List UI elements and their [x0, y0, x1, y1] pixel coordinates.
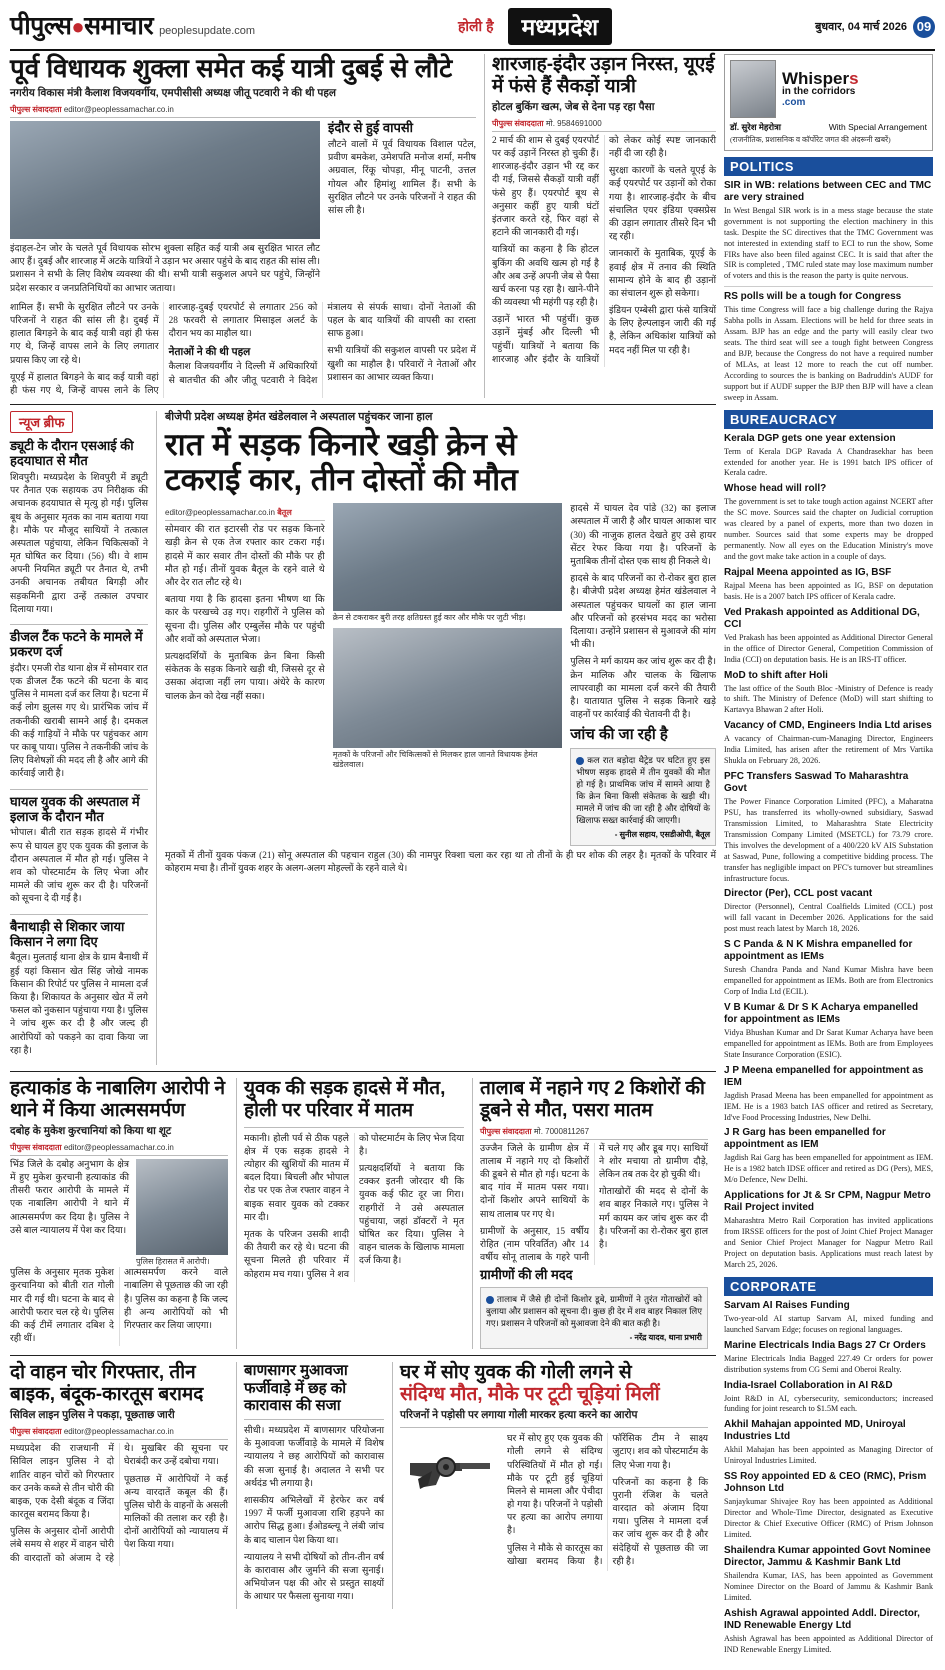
- sharjah-byline: [492, 118, 716, 132]
- rail-item-head: Kerala DGP gets one year extension: [724, 432, 896, 444]
- rail-item-body: Suresh Chandra Panda and Nand Kumar Mishra have been empanelled for appointment as IEMs. Both are from Electronics Corp of India Ltd (ECIL).: [724, 965, 933, 997]
- columnist-portrait: [730, 60, 776, 118]
- brief-item: [10, 920, 148, 1058]
- rail-item-body: A vacancy of Chairman-cum-Managing Director, Engineers India Limited, has arisen after the retirement of Mrs Vartika Shukla on February 28, 2026.: [724, 734, 933, 766]
- rail-item: [724, 433, 933, 480]
- main-story-c1: हादसे में घायल देव पांडे (32) का इलाज अस्पताल में जारी है और घायल आकाश चार (30) की नाजुक हालत देखते हुए उसे हायर सेंटर रेफर किया गया है। परिजनों के मुताबिक तीनों दोस्त एक साथ ही निकले थे।: [570, 504, 717, 568]
- masthead-center: [255, 8, 815, 45]
- main-story-p2: बताया गया है कि हादसा इतना भीषण था कि कार के परखच्चे उड़ गए। राहगीरों ने पुलिस को सूचना दी। पुलिस और एम्बुलेंस मौके पर पहुंची और शवों को अस्पताल भेजा।: [165, 595, 325, 645]
- crane-accident-photo: [333, 503, 563, 611]
- editorial-zone: [10, 54, 716, 1660]
- rail-item-body: This time Congress will face a big challenge during the Rajya Sabha polls in Assam. Elections will be held for three seats in Assam. BJP has an edge and the party will easily clear two seats. The third seat will see a tough fight between Congress and BJP, because the Congress do not have a required number of MLAs, at least 12 more to reach the cut off number. According to sources the is banking on Badruddin's AUDF for support but if AUDF supper the BJP then BJP will have a clean sweep in Assam.: [724, 305, 933, 402]
- lead-p2: लौटने वालों में पूर्व विधायक विशाल पटेल, प्रवीण बमकेश, उमेशपति मनोज शर्मा, मनीष अग्रवाल, रिंकू चोपड़ा, मीनू पाटनी, उत्तल गोयल और हिमांशु शामिल हैं। सभी के सुरक्षित लौटने पर उनके परिजनों ने राहत की सांस ली है।: [328, 139, 476, 216]
- surrender-byline: [10, 1142, 228, 1156]
- road-accident-p2: मृतक के परिजन उसकी शादी की तैयारी कर रहे थे। घटना की सूचना मिलते ही परिवार में कोहराम मच गया। पुलिस ने शव को पोस्टमार्टम के लिए भेज दिया है।: [244, 1133, 464, 1280]
- investigation-quote: [570, 748, 716, 846]
- columnist-name: डॉ. सुरेश मेहरोत्रा: [730, 122, 782, 132]
- shooting-story: [392, 1362, 708, 1608]
- byline-author: पीपुल्स संवाददाता: [492, 118, 544, 128]
- investigation-head: जांच की जा रही है: [570, 726, 668, 744]
- rail-item-head: J P Meena empanelled for appointment as IEM: [724, 1064, 924, 1088]
- holi-greeting: होली है: [458, 18, 494, 34]
- pond-p1: उज्जैन जिले के ग्रामीण क्षेत्र में तालाब में नहाने गए दो किशोरों की डूबने से मौत हो गई। घटना के बाद गांव में मातम पसर गया। दोनों किशोर अपने साथियों के साथ तालाब पर गए थे।: [480, 1143, 589, 1220]
- hospital-visit-caption: मृतकों के परिजनों और चिकित्सकों से मिलकर हाल जानते विधायक हेमंत खंडेलवाल।: [332, 749, 538, 770]
- rail-item-body: Ved Prakash has been appointed as Additional Director General in the office of Director General, Competition Commission of India (CCI) on deputation basis. He is an IRS-IT officer.: [724, 632, 933, 664]
- rail-item: [724, 180, 933, 282]
- shooting-subhead: परिजनों ने पड़ोसी पर लगाया गोली मारकर हत्या करने का आरोप: [400, 1409, 638, 1422]
- byline-author: पीपुल्स संवाददाता: [10, 105, 62, 115]
- section-corporate: CORPORATE: [724, 1277, 933, 1296]
- lead-byline: [10, 104, 476, 118]
- sharjah-p6: इंडियन एम्बेसी द्वारा फंसे यात्रियों के लिए हेल्पलाइन जारी की गई है, लेकिन अधिकांश यात्रियों को मदद नहीं मिल पा रही है।: [609, 306, 716, 356]
- news-brief-tag: न्यूज ब्रीफ: [10, 411, 73, 433]
- brief-head: घायल युवक की अस्पताल में इलाज के दौरान मौत: [10, 793, 140, 824]
- rail-item-head: RS polls will be a tough for Congress: [724, 291, 902, 303]
- edition-name: मध्यप्रदेश: [508, 8, 613, 45]
- rail-item-body: The government is set to take tough action against NCERT after the SC move. Sources said the chapter on Judicial corruption was cleared by a panel of experts, more than two dozen in number. Sources said that some experts may be dropped permanently. Now all eyes on the Education Ministry's move and the govt make take action in a couple of days.: [724, 497, 933, 561]
- quote-bullet-icon: [486, 1296, 494, 1304]
- village-help-author: - नरेंद्र यादव, थाना प्रभारी: [629, 1333, 702, 1343]
- shooting-p2: पुलिस ने मौके से कारतूस का खोखा बरामद किया है। फॉरेंसिक टीम ने साक्ष्य जुटाए। शव को पोस्टमार्टम के लिए भेजा गया है।: [507, 1434, 708, 1567]
- masthead-right: [815, 16, 935, 38]
- surrender-story: [10, 1078, 228, 1349]
- rail-item-head: SIR in WB: relations between CEC and TMC are very strained: [724, 179, 932, 203]
- whispers-title-a: Whisper: [782, 69, 850, 89]
- website-url: peoplesupdate.com: [159, 25, 256, 37]
- rail-item-body: Jagdish Prasad Meena has been empanelled for appointment as IEM. He is a 1983 batch IAS officer and retired as Secretary, Id've Food Processing Industries, New Delhi.: [724, 1090, 933, 1122]
- rail-item-body: Marine Electricals India Bagged 227.49 Cr orders for power distribution systems from CG Semi and Oberoi Realty.: [724, 1353, 933, 1374]
- village-help-quote: [480, 1287, 708, 1349]
- surrender-headline: हत्याकांड के नाबालिग आरोपी ने थाने में किया आत्मसमर्पण: [10, 1077, 226, 1121]
- brief-body: इंदौर। एमजी रोड थाना क्षेत्र में सोमवार रात एक डीजल टैंक फटने की घटना के बाद पुलिस ने मामला दर्ज कर लिया है। घटना में कई लोग झुलस गए थे। प्रारंभिक जांच में तकनीकी खराबी सामने आई है। दमकल की कई गाड़ियों ने मौके पर पहुंचकर आग पर काबू पाया। पुलिस ने तकनीकी जांच के लिए विशेषज्ञों की मदद ली है और आगे की कार्रवाई जारी है।: [10, 663, 148, 780]
- brief-item: [10, 439, 148, 617]
- whispers-header: [730, 60, 927, 118]
- rail-item-body: Rajpal Meena has been appointed as IG, BSF on deputation basis. He is a 2007 batch IPS officer of Kerala cadre.: [724, 580, 933, 601]
- byline-author: पीपुल्स संवाददाता: [480, 1126, 532, 1136]
- rail-item-head: Marine Electricals India Bags 27 Cr Orders: [724, 1339, 926, 1351]
- rail-item: [724, 1545, 933, 1604]
- main-story-headline-line2: टकराई कार, तीन दोस्तों की मौत: [165, 461, 518, 497]
- brief-body: शिवपुरी। मध्यप्रदेश के शिवपुरी में ड्यूटी पर तैनात एक सहायक उप निरीक्षक की अचानक हदयाघात से मृत्यु हो गई। पुलिस बूथ के अनुसार मृतक का नाम बताया गया है। मौके पर मौजूद साथियों ने तत्काल अस्पताल पहुंचाया, लेकिन चिकित्सकों ने मृत घोषित कर दिया। (56) थी। वे शाम अपनी नियमित ड्यूटी पर तैनात थे, तभी उनकी अचानक तबीयत बिगड़ी और सड़कमिनी द्वारा उन्हें तत्काल उपचार दिलाया गया।: [10, 472, 148, 615]
- surrender-p1: भिंड जिले के दबोह अनुभाग के क्षेत्र में हुए मुकेश कुरचानी हत्याकांड की तीसरी फरार आरोपी के मामले में एक नाबालिग आरोपी ने थाने में आत्मसमर्पण कर दिया है। पुलिस ने उसे बाल न्यायालय में पेश कर दिया।: [10, 1159, 129, 1236]
- news-brief-column: [10, 411, 148, 1065]
- rail-item-body: Joint R&D in AI, cybersecurity, semiconductors; increased funding for joint research to $1.5M each.: [724, 1393, 933, 1414]
- logo-main: पीपुल्स: [10, 12, 72, 40]
- rail-item-head: Applications for Jt & Sr CPM, Nagpur Metro Rail Project invited: [724, 1190, 931, 1214]
- main-story-p3: प्रत्यक्षदर्शियों के मुताबिक क्रेन बिना किसी संकेतक के सड़क किनारे खड़ी थी, जिससे दूर से उसका अंदाजा नहीं लग पाया। अंधेरे के कारण चालक क्रेन को देख नहीं सका।: [165, 651, 325, 702]
- road-accident-headline: युवक की सड़क हादसे में मौत, होली पर परिवार में मातम: [244, 1077, 446, 1121]
- sharjah-p4: सुरक्षा कारणों के चलते यूएई के कई एयरपोर्ट पर उड़ानों को रोका गया है। शारजाह-इंदौर के बीच संचालित एयर इंडिया एक्सप्रेस की उड़ान लगातार तीसरे दिन भी रद्द रही।: [609, 166, 716, 243]
- rail-item: [724, 567, 933, 603]
- rail-item-head: Sarvam AI Raises Funding: [724, 1299, 850, 1311]
- main-story-c2: हादसे के बाद परिजनों का रो-रोकर बुरा हाल है। बीजेपी प्रदेश अध्यक्ष हेमंत खंडेलवाल ने अस्पताल पहुंचकर घायलों का हाल जाना और परिजनों को हरसंभव मदद का भरोसा दिलाया। उन्होंने प्रशासन से मुआवजे की मांग भी की।: [570, 574, 717, 651]
- rail-item: [724, 291, 933, 403]
- rail-item: [724, 1190, 933, 1271]
- byline-place: बैतूल: [277, 508, 292, 518]
- rail-item-body: Maharashtra Metro Rail Corporation has invited applications from IRSSE officers for the post of Joint Chief Project Manager and Senior Chief Project Manager for Nagpur Metro Rail Project on deputation basis. Applications must reach latest by March 25, 2026.: [724, 1216, 933, 1269]
- rail-item-head: SS Roy appointed ED & CEO (RMC), Prism Johnson Ltd: [724, 1471, 927, 1495]
- rail-item: [724, 483, 933, 563]
- lead-subsection-head: नेताओं ने की थी पहल: [168, 346, 251, 359]
- pond-byline: [480, 1126, 708, 1140]
- rail-item-body: Akhil Mahajan has been appointed as Managing Director of Uniroyal Industries Limited.: [724, 1445, 933, 1466]
- rail-item-head: Director (Per), CCL post vacant: [724, 888, 873, 900]
- pond-drowning-story: [472, 1078, 708, 1349]
- lead-p4: यूएई में हालात बिगड़ने के बाद कई यात्री वहां ही फंस गए थे, जिन्हें वापस लाने के लिए शारजाह-दुबई एयरपोर्ट से लगातार 256 को 28 फरवरी से लगातार मिसाइल अलर्ट के दौरान भय का माहौल था।: [10, 302, 318, 396]
- main-story-c3: पुलिस ने मर्ग कायम कर जांच शुरू कर दी है। क्रेन मालिक और चालक के खिलाफ लापरवाही का मामला दर्ज करने की तैयारी है। यातायात पुलिस ने सड़क किनारे खड़े वाहनों पर कार्रवाई की चेतावनी दी है।: [570, 657, 717, 721]
- rail-item-body: Two-year-old AI startup Sarvam AI, mixed funding and launched Sarvam Edge; focuses on regional languages.: [724, 1313, 933, 1334]
- surrender-caption: पुलिस हिरासत में आरोपी।: [136, 1256, 210, 1266]
- rail-item: [724, 1608, 933, 1656]
- lead-story: [10, 54, 476, 398]
- rail-item: [724, 939, 933, 998]
- rail-item-head: Whose head will roll?: [724, 483, 827, 495]
- pond-p3: गोताखोरों की मदद से दोनों के शव बाहर निकाले गए। पुलिस ने मर्ग कायम कर जांच शुरू कर दी है। परिजनों का रो-रोकर बुरा हाल है।: [599, 1187, 708, 1250]
- bansagar-p1: सीधी। मध्यप्रदेश में बाणसागर परियोजना के मुआवजा फर्जीवाड़े के मामले में विशेष न्यायालय ने छह आरोपियों को कारावास की सजा सुनाई है। अदालत ने सभी पर अर्थदंड भी लगाया है।: [244, 1426, 384, 1489]
- theft-subhead: सिविल लाइन पुलिस ने पकड़ा, पूछताछ जारी: [10, 1409, 175, 1422]
- investigation-quote-author: - सुनील सहाय, एसडीओपी, बैतूल: [614, 829, 711, 839]
- bansagar-p3: न्यायालय ने सभी दोषियों को तीन-तीन वर्ष के कारावास और जुर्माने की सजा सुनाई। अभियोजन पक्ष की ओर से प्रस्तुत साक्ष्यों के आधार पर फैसला सुनाया गया।: [244, 1552, 384, 1603]
- pond-p2: ग्रामीणों के अनुसार, 15 वर्षीय रोहित (नाम परिवर्तित) और 14 वर्षीय सोनू तालाब के गहरे पानी में चले गए और डूब गए। साथियों ने शोर मचाया तो ग्रामीण दौड़े, लेकिन तब तक देर हो चुकी थी।: [480, 1143, 708, 1264]
- byline-email: editor@peoplessamachar.co.in: [63, 1427, 174, 1437]
- page-number: 09: [913, 16, 935, 38]
- special-arrangement: With Special Arrangement: [828, 122, 927, 132]
- logo-second: समाचार: [84, 12, 154, 40]
- theft-p3: पूछताछ में आरोपियों ने कई अन्य वारदातें कबूल की हैं। पुलिस चोरी के वाहनों के असली मालिकों की तलाश कर रही है। दोनों आरोपियों को न्यायालय में पेश किया गया।: [124, 1474, 228, 1551]
- bansagar-story: [236, 1362, 384, 1608]
- rail-item: [724, 720, 933, 767]
- main-story-victims: मृतकों में तीनों युवक पंकज (21) सोनू अस्पताल की पहचान राहुल (30) की नामपुर रिक्शा चला कर रहा था तो तीनों के ही घर शोक की लहर है। मृतकों के परिवार में कोहराम मचा है। तीनों युवक शहर के अलग-अलग मोहल्लों के रहने वाले थे।: [165, 850, 716, 874]
- rail-item-body: Director (Personnel), Central Coalfields Limited (CCL) post will fall vacant in December 2026. Applications for the said post must reach latest by March 18, 2026.: [724, 902, 933, 934]
- rail-item: [724, 670, 933, 717]
- brief-item: [10, 630, 148, 782]
- section-bureaucracy: BUREAUCRACY: [724, 410, 933, 429]
- rail-item-head: Shailendra Kumar appointed Govt Nominee Director, Jammu & Kashmir Bank Ltd: [724, 1544, 931, 1568]
- bansagar-headline: बाणसागर मुआवजा फर्जीवाड़े में छह को कारावास की सजा: [244, 1362, 348, 1414]
- quote-bullet-icon: [576, 757, 584, 765]
- rail-item: [724, 1340, 933, 1376]
- sharjah-story: [484, 54, 716, 398]
- surrender-subhead: दबोह के मुकेश कुरचानियां को किया था शूट: [10, 1124, 172, 1137]
- publication-logo: [10, 14, 153, 39]
- rail-item: [724, 1471, 933, 1541]
- rail-item-body: Vidya Bhushan Kumar and Dr Sarat Kumar Acharya have been empanelled for appointment as IEMs. Both are from Employees State Insurance Corporation (ESIC).: [724, 1027, 933, 1059]
- brief-body: भोपाल। बीती रात सड़क हादसे में गंभीर रूप से घायल हुए एक युवक की इलाज के दौरान अस्पताल में मौत हो गई। पुलिस ने शव को पोस्टमार्टम के लिए भेजा और मामले की जांच शुरू कर दी है। परिजनों को सूचना दे दी गई है।: [10, 828, 148, 905]
- crane-accident-caption: क्रेन से टकराकर बुरी तरह क्षतिग्रस्त हुई कार और मौके पर जुटी भीड़।: [332, 613, 526, 623]
- main-story-p1: सोमवार की रात इटारसी रोड पर सड़क किनारे खड़ी क्रेन से एक तेज रफ्तार कार टकरा गई। हादसे में कार सवार तीन दोस्तों की मौके पर ही मौत हो गई। तीनों युवक बैतूल के रहने वाले थे और देर रात लौट रहे थे।: [165, 525, 325, 589]
- lead-p3: शामिल हैं। सभी के सुरक्षित लौटने पर उनके परिजनों ने राहत की सांस ली है। दुबई में हालात बिगड़ने के बाद कई यात्री वहां ही फंस गए थे, जिन्हें वापस लाने के लिए लगातार प्रयास किए जा रहे थे।: [10, 302, 159, 366]
- main-story: [156, 411, 716, 1065]
- masthead-left: [10, 14, 255, 39]
- byline-phone: मो. 9584691000: [545, 118, 602, 128]
- section-politics: POLITICS: [724, 157, 933, 176]
- surrender-p2: पुलिस के अनुसार मृतक मुकेश कुरचानिया को बीती रात गोली मार दी गई थी। घटना के बाद से आरोपी फरार चल रहे थे। पुलिस की कई टीमें लगातार दबिश दे रही थीं।: [10, 1268, 114, 1345]
- rail-item-body: The Power Finance Corporation Limited (PFC), a Maharatna PSU, has transferred its wholly-owned subsidiary, Saswad Transmission Limited, to Maharashtra State Electricity Transmission Company Limited (MSETCL) for 73.79 crore. This involves the development of a 400/220 kV AIS Substation at Saswad, Pune, following a competitive bidding process. The transfer has negligible impact on PFC's turnover but streamlines infrastructure focus.: [724, 797, 933, 883]
- rail-item-body: Jagdish Rai Garg has been empanelled for appointment as IEM. He is a 1982 batch IDSE officer and retired as DG (Pers), MES, M/o Defence, New Delhi.: [724, 1153, 933, 1185]
- shooting-headline-line2: संदिग्ध मौत, मौके पर टूटी चूड़ियां मिलीं: [400, 1384, 660, 1406]
- rail-item-head: Akhil Mahajan appointed MD, Uniroyal Industries Ltd: [724, 1419, 906, 1443]
- main-story-kicker: बीजेपी प्रदेश अध्यक्ष हेमंत खंडेलवाल ने अस्पताल पहुंचकर जाना हाल: [165, 411, 433, 424]
- brief-item: [10, 795, 148, 907]
- pond-headline: तालाब में नहाने गए 2 किशोरों की डूबने से मौत, पसरा मातम: [480, 1077, 705, 1121]
- byline-email: editor@peoplessamachar.co.in: [63, 105, 174, 115]
- rail-item-head: S C Panda & N K Mishra empanelled for appointment as IEMs: [724, 939, 913, 963]
- rail-item-body: Sanjaykumar Shivajee Roy has been appointed as Additional Director and Whole-Time Director, designated as Executive Director & Chief Executive Officer (RMC) of Prism Johnson Limited.: [724, 1497, 933, 1539]
- whispers-title-s: s: [849, 69, 859, 89]
- rail-item: [724, 1300, 933, 1336]
- bansagar-p2: शासकीय अभिलेखों में हेरफेर कर वर्ष 1997 में फर्जी मुआवजा राशि हड़पने का आरोप सिद्ध हुआ। ईओडब्ल्यू ने लंबी जांच के बाद चालान पेश किया था।: [244, 1496, 384, 1546]
- rail-item-head: Vacancy of CMD, Engineers India Ltd arises: [724, 720, 932, 732]
- sharjah-subhead: होटल बुकिंग खत्म, जेब से देना पड़ रहा पैसा: [492, 100, 655, 113]
- theft-headline: दो वाहन चोर गिरफ्तार, तीन बाइक, बंदूक-कारतूस बरामद: [10, 1362, 204, 1406]
- news-brief-tag-wrap: [10, 411, 148, 433]
- lead-p7: सभी यात्रियों की सकुशल वापसी पर प्रदेश में खुशी का माहौल है। परिवारों ने नेताओं और प्रशासन का आभार व्यक्त किया।: [327, 346, 476, 383]
- brief-head: ड्यूटी के दौरान एसआई की हदयाघात से मौत: [10, 438, 134, 469]
- lead-headline: पूर्व विधायक शुक्ला समेत कई यात्री दुबई से लौटे: [10, 53, 453, 83]
- rail-item-head: India-Israel Collaboration in AI R&D: [724, 1379, 893, 1391]
- lead-p1: इंदाहल-टेन जोर के चलते पूर्व विधायक सोरभ शुक्ला सहित कई यात्री अब सुरक्षित भारत लौट आए हैं। दुबई और शारजाह में अटके यात्रियों ने उड़ान भर असार पहुंचे के बाद राहत की सांस ली। प्रशासन ने सभी के लिए विशेष व्यवस्था की थी। सभी यात्री सकुशल अपने घर पहुंचे, जिन्होंने प्रदेश सरकार व जनप्रतिनिधियों का आभार जताया।: [10, 244, 320, 294]
- lead-box-head: इंदौर से हुई वापसी: [328, 120, 414, 136]
- quote-body: तालाब में जैसे ही दोनों किशोर डूबे, ग्रामीणों ने तुरंत गोताखोरों को बुलाया और प्रशासन को सूचना दी। कुछ ही देर में शव बाहर निकाल लिए गए। प्रशासन ने परिजनों को मुआवजा देने की बात कही है।: [486, 1294, 702, 1329]
- theft-byline: [10, 1426, 228, 1440]
- rail-item: [724, 1065, 933, 1124]
- theft-p2: पुलिस के अनुसार दोनों आरोपी लंबे समय से शहर में वाहन चोरी की वारदातों को अंजाम दे रहे थे। मुखबिर की सूचना पर घेराबंदी कर उन्हें दबोचा गया।: [10, 1444, 228, 1564]
- shooting-p3: परिजनों का कहना है कि पुरानी रंजिश के चलते वारदात को अंजाम दिया गया। पुलिस ने मामला दर्ज कर जांच शुरू कर दी है और संदेहियों से पूछताछ की जा रही है।: [612, 1477, 708, 1567]
- rail-item-head: V B Kumar & Dr S K Acharya empanelled for appointment as IEMs: [724, 1001, 919, 1025]
- whispers-title-c: .com: [782, 96, 806, 108]
- vehicle-theft-story: [10, 1362, 228, 1608]
- main-story-headline-line1: रात में सड़क किनारे खड़ी क्रेन से: [165, 426, 517, 462]
- main-story-byline: [165, 507, 325, 521]
- surrender-photo: [136, 1159, 228, 1255]
- rail-item-head: PFC Transfers Saswad To Maharashtra Govt: [724, 771, 909, 795]
- rail-item-head: Ashish Agrawal appointed Addl. Director, IND Renewable Energy Ltd: [724, 1607, 920, 1631]
- rail-item: [724, 1419, 933, 1467]
- hospital-visit-photo: [333, 628, 563, 748]
- rail-item-body: The last office of the South Bloc -Ministry of Defence is ready to shift. The Ministry of Defence (MoD) will start shifting to Kartavya Bhawan 2 after Holi.: [724, 683, 933, 715]
- shooting-p1: घर में सोए हुए एक युवक की गोली लगने से संदिग्ध परिस्थितियों में मौत हो गई। मौके पर टूटी हुई चूड़ियां मिलने से मामला और पेचीदा हो गया है। परिजनों ने पड़ोसी पर हत्या का आरोप लगाया है।: [507, 1434, 603, 1537]
- rail-item-head: J R Garg has been empanelled for appointment as IEM: [724, 1127, 886, 1151]
- byline-email: editor@peoplessamachar.co.in: [63, 1142, 174, 1152]
- rail-item-head: MoD to shift after Holi: [724, 669, 828, 681]
- publication-date: बुधवार, 04 मार्च 2026: [815, 21, 907, 33]
- whispers-title-b: in the corridors: [782, 86, 856, 98]
- byline-author: पीपुल्स संवाददाता: [10, 1142, 62, 1152]
- whispers-masthead-box: [724, 54, 933, 151]
- investigation-quote-text: [576, 754, 710, 826]
- shooting-headline-line1: घर में सोए युवक की गोली लगने से: [400, 1362, 632, 1384]
- whispers-rail: [724, 54, 933, 1660]
- road-accident-p3: प्रत्यक्षदर्शियों ने बताया कि टक्कर इतनी जोरदार थी कि युवक कई फीट दूर जा गिरा। राहगीरों ने उसे अस्पताल पहुंचाया, जहां डॉक्टरों ने मृत घोषित कर दिया। पुलिस ने वाहन चालक के खिलाफ मामला दर्ज किया है।: [359, 1164, 464, 1267]
- rail-item: [724, 607, 933, 666]
- lead-photo: [10, 121, 320, 239]
- theft-p1: मध्यप्रदेश की राजधानी में सिविल लाइन पुलिस ने दो शातिर वाहन चोरों को गिरफ्तार कर उनके कब्जे से तीन चोरी की बाइक, एक देसी बंदूक व जिंदा कारतूस बरामद किया है।: [10, 1444, 114, 1521]
- rail-item: [724, 1127, 933, 1186]
- rail-item: [724, 888, 933, 935]
- byline-author: पीपुल्स संवाददाता: [10, 1427, 62, 1437]
- rail-item: [724, 1380, 933, 1416]
- lead-subhead: नगरीय विकास मंत्री कैलाश विजयवर्गीय, एमपीसीसी अध्यक्ष जीतू पटवारी ने की थी पहल: [10, 86, 337, 99]
- road-accident-p1: मकानी। होली पर्व से ठीक पहले क्षेत्र में एक सड़क हादसे ने त्योहार की खुशियों की मातम में बदल दिया। बिचली और भोपाल रोड पर एक तेज रफ्तार वाहन ने बाइक सवार युवक को टक्कर मार दी।: [244, 1133, 349, 1223]
- whispers-title: [782, 70, 859, 108]
- lead-p6: कैलाश विजयवर्गीय ने दिल्ली में अधिकारियों से बातचीत की और जीतू पटवारी ने विदेश मंत्रालय से संपर्क साधा। दोनों नेताओं की पहल के बाद यात्रियों की वापसी का रास्ता साफ हुआ।: [168, 302, 476, 386]
- sharjah-p5: जानकारों के मुताबिक, यूएई के हवाई क्षेत्र में तनाव की स्थिति सामान्य होने के बाद ही उड़ानों का संचालन शुरू हो सकेगा।: [609, 249, 716, 299]
- sharjah-headline: शारजाह-इंदौर उड़ान निरस्त, यूएई में फंसे हैं सैकड़ों यात्री: [492, 54, 715, 97]
- village-help-head: ग्रामीणों की ली मदद: [480, 1267, 573, 1283]
- logo-dot: ●: [71, 14, 85, 39]
- byline-phone: मो. 7000811267: [533, 1126, 590, 1136]
- sharjah-p1: 2 मार्च की शाम से दुबई एयरपोर्ट पर कई उड़ानें निरस्त हो चुकी हैं। शारजाह-इंदौर उड़ान भी रद्द कर दी गई, जिससे सैकड़ों यात्री वहीं फंसे हुए हैं। एयरपोर्ट बूथ से अनुसार कहीं हुए यात्री घंटों इंतजार करते रहे, फिर वहां से हटाने की जानकारी दी गई।: [492, 135, 599, 239]
- masthead: [10, 8, 935, 51]
- surrender-p3: आत्मसमर्पण करने वाले नाबालिग से पूछताछ की जा रही है। पुलिस का कहना है कि जल्द ही अन्य आरोपियों को भी गिरफ्तार कर लिया जाएगा।: [124, 1268, 228, 1331]
- sharjah-p3: उड़ानें भारत भी पहुंचीं। कुछ उड़ानें मुंबई और दिल्ली भी पहुंचीं। यात्रियों ने बताया कि शारजाह और इंदौर के यात्रियों को लेकर कोई स्पष्ट जानकारी नहीं दी जा रही है।: [492, 135, 716, 365]
- rail-item: [724, 1002, 933, 1061]
- brief-body: बैतूल। मुलताई थाना क्षेत्र के ग्राम बैनाथी में हुई यहां किसान खेत सिंह जोखे नामक किसान की रिपोर्ट पर पुलिस ने मामला दर्ज किया है। शिकायत के अनुसार खेत में लगे फसल को नुकसान पहुंचाया गया है। पुलिस ने जांच शुरू कर दी है और जल्द ही आरोपियों को पकड़ने का दावा किया जा रहा है।: [10, 953, 148, 1056]
- rail-item-body: Term of Kerala DGP Ravada A Chandrasekhar has been extended for another year. He is 1991 batch IPS officer of Kerala cadre.: [724, 446, 933, 478]
- whispers-description: (राजनीतिक, प्रशासनिक व कॉर्पोरेट जगत की अंदरूनी खबरें): [730, 135, 891, 144]
- rail-item-body: Ashish Agrawal has been appointed as Additional Director of IND Renewable Energy Limited.: [724, 1633, 933, 1654]
- rail-item: [724, 771, 933, 884]
- brief-head: बैनाथाड़ी से शिकार जाया किसान ने लगा दिए: [10, 918, 125, 949]
- rail-item-body: Shailendra Kumar, IAS, has been appointed as Government Nominee Director on the Board of Jammu & Kashmir Bank Limited.: [724, 1570, 933, 1602]
- road-accident-story: [236, 1078, 464, 1349]
- rail-item-body: In West Bengal SIR work is in a mess stage because the state government is not supporting the election machinery in this task. Despite the SC directives that the TMC Government was not interested in extending staff to ECI to run the show, Some FIRs have also been filed against CEC. It is said that after the SIR is completed , TMC ruled state may lose maximum number of voters and this is the reason the party is quite nervous.: [724, 205, 933, 281]
- brief-head: डीजल टैंक फटने के मामले में प्रकरण दर्ज: [10, 629, 143, 659]
- rail-item-head: Ved Prakash appointed as Additional DG, CCI: [724, 606, 920, 630]
- rail-item-head: Rajpal Meena appointed as IG, BSF: [724, 566, 892, 578]
- byline-email: editor@peoplessamachar.co.in: [165, 508, 275, 518]
- sharjah-p2: यात्रियों का कहना है कि होटल बुकिंग की अवधि खत्म हो गई है और अब उन्हें अपनी जेब से पैसा खर्च करना पड़ रहा है। खाने-पीने की व्यवस्था भी महंगी पड़ रही है।: [492, 245, 599, 309]
- village-help-text: [486, 1293, 702, 1329]
- quote-body: कल रात बड़ोदा थैट्रेड पर घटित हुए इस भीषण सड़क हादसे में तीन युवकों की मौत हो गई है। प्राथमिक जांच में सामने आया है कि क्रेन बिना किसी संकेतक के खड़ी थी। मामले में जांच की जा रही है और दोषियों के खिलाफ सख्त कार्रवाई की जाएगी।: [576, 754, 711, 825]
